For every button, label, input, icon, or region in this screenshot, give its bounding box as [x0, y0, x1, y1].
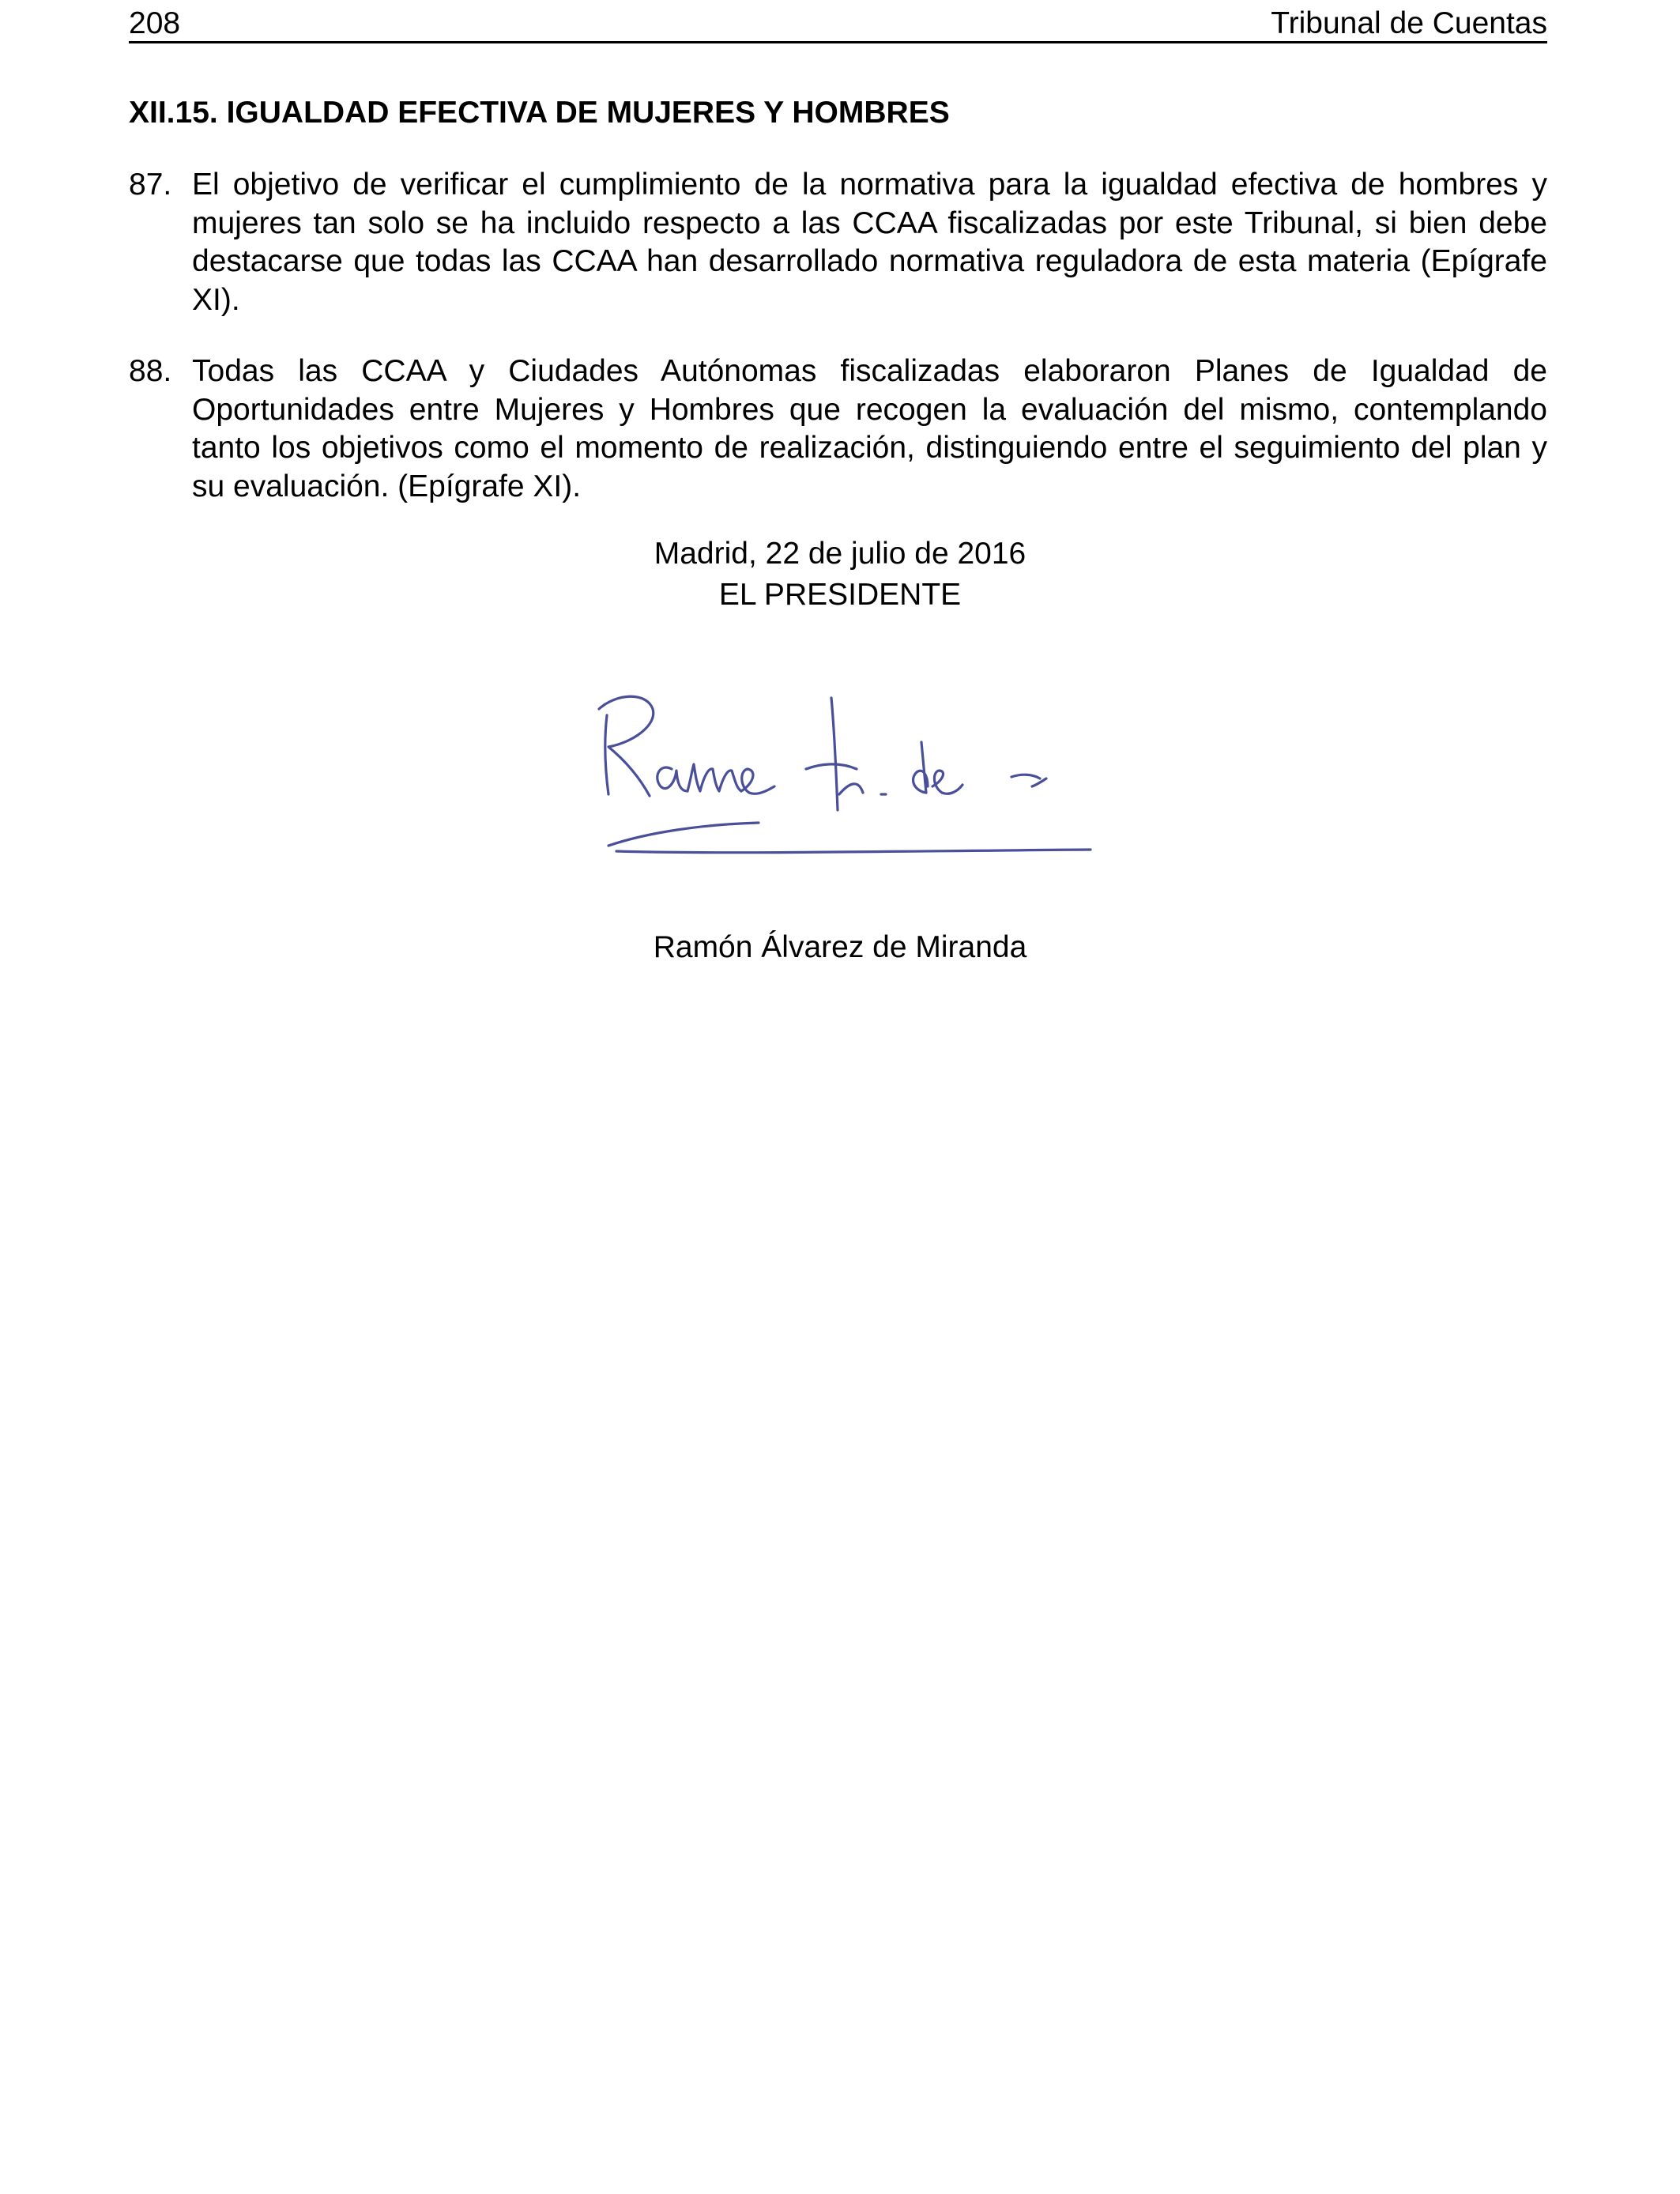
signer-role: EL PRESIDENTE	[718, 578, 962, 612]
signature-strokes	[599, 696, 1090, 852]
signer-name: Ramón Álvarez de Miranda	[653, 930, 1027, 964]
page-header	[129, 6, 1547, 43]
paragraph-number: 87.	[129, 168, 172, 202]
paragraph-text: El objetivo de verificar el cumplimiento de la normativa para la igualdad efectiva de hombres y mujeres tan solo se ha incluido respecto a las CCAA fiscalizadas por este Tribunal, si bien debe destacarse que todas las CCAA han desarrollado normativa reguladora de esta materia (Epígrafe XI).	[192, 168, 1547, 317]
running-title: Tribunal de Cuentas	[1271, 6, 1547, 40]
paragraph-88	[129, 352, 1547, 506]
paragraph-text: Todas las CCAA y Ciudades Autónomas fiscalizadas elaboraron Planes de Igualdad de Oportunidades entre Mujeres y Hombres que recogen la evaluación del mismo, contemplando tanto los objetivos como el momento de realización, distinguiendo entre el seguimiento del plan y su evaluación. (Epígrafe XI).	[192, 354, 1547, 503]
handwritten-signature	[585, 676, 1106, 865]
section-title: XII.15. IGUALDAD EFECTIVA DE MUJERES Y HOMBRES	[129, 96, 950, 130]
paragraph-number: 88.	[129, 354, 172, 388]
page-number: 208	[129, 6, 181, 40]
paragraph-87	[129, 166, 1547, 319]
place-date: Madrid, 22 de julio de 2016	[654, 537, 1026, 571]
